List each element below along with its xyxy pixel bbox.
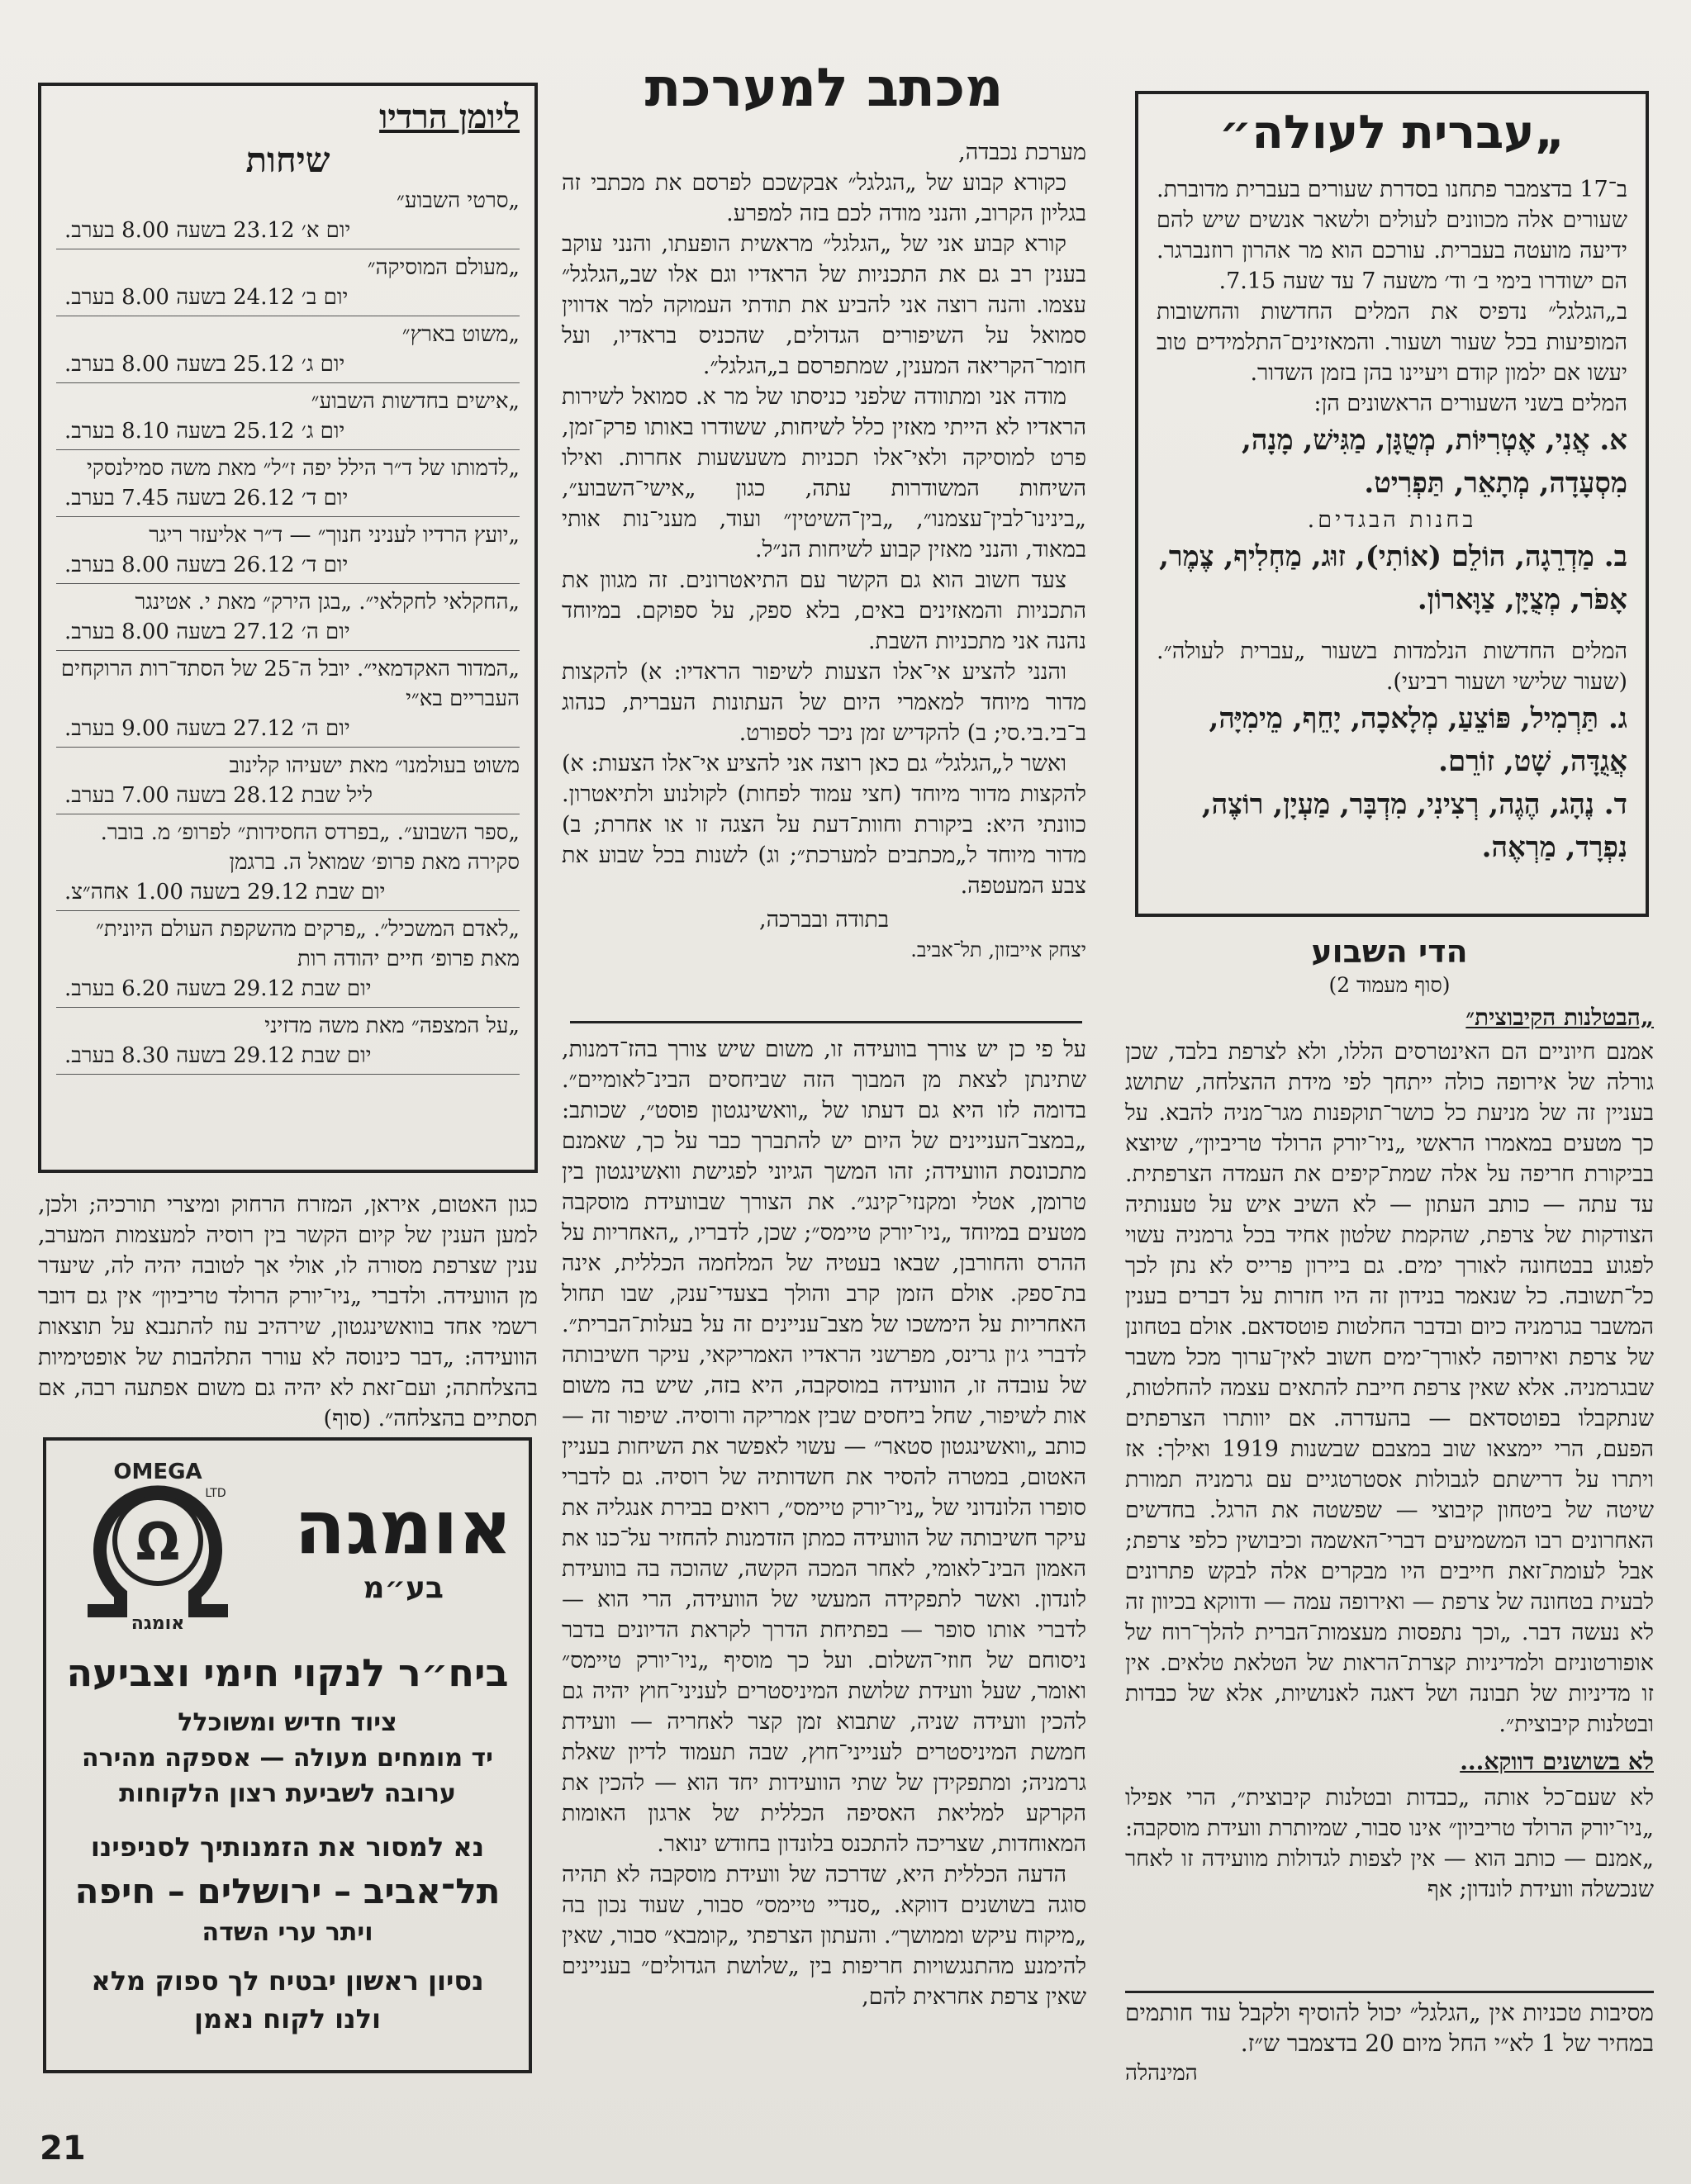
omega-line2: יד מומחים מעולה — אספקה מהירה [82,1744,493,1773]
radio-program-list [56,186,520,1075]
omega-name: אומגה [294,1484,512,1571]
radio-program-title: „המדור האקדמאי״. יובל ה־25 של הסתד־רות הרוקחים העבריים בא״י [60,657,520,711]
subscription-note [1125,1997,1654,2089]
subscription-text: מסיבות טכניות אין „הגלגל״ יכול להוסיף ולקבל עוד חותמים במחיר של 1 לא״י החל מיום 20 בדצמבר ש״ז. [1125,1999,1654,2057]
page-number: 21 [40,2129,86,2167]
radio-subtitle: שיחות [245,140,330,180]
radio-program-title: „החקלאי לחקלאי״. „בגן הירק״ מאת י. אטינגר [135,590,520,615]
radio-program-title: „לדמותו של ד״ר הילל יפה ז״ל״ מאת משה סמילנסקי [86,456,520,481]
omega-line4: נא למסור את הזמנותיך לסניפינו [90,1831,485,1863]
middle-divider [570,1021,1082,1023]
vocab-list-g: ג. תַּרְמִיל, פּוֹצֵעַ, מְלָאכָה, יָחֵף, מֵימִיָּה, אֲגֻדָּה, שָׁט, זוֹרֵם. [1209,702,1627,778]
omega-line1: ציוד חדיש ומשוכלל [178,1708,397,1737]
omega-logo-hebrew: אומגה [131,1613,185,1634]
radio-program-item [56,186,520,249]
svg-text:Ω: Ω [135,1512,180,1572]
radio-program-item [56,453,520,517]
radio-program-item [56,253,520,316]
radio-program-title: „סרטי השבוע״ [397,188,520,213]
left-column-tail [38,1189,538,1434]
hebrew-intro: ב־17 בדצמבר פתחנו בסדרת שעורים בעברית מדוברת. שעורים אלה מכוונים לעולים ולשאר אנשים שיש להם ידיעה מועטה בעברית. עורכם הוא מר אהרון רוזנברגר. הם ישודרו בימי ב׳ וד׳ משעה 7 עד שעה 7.15. [1157,177,1627,294]
letter-salutation: מערכת נכבדה, [958,140,1086,165]
vocab-list-d: ד. נֶהָג, הֶגֶה, רְצִינִי, מִדְבָּר, מַעְיָן, רוֹצֶה, נִפְרָד, מַרְאֶה. [1201,788,1627,864]
letter-column [562,58,1086,966]
omega-suffix: בע״מ [363,1571,444,1605]
letter-body [562,168,1086,901]
echo-section2-head: לא בשושנים דווקא... [1460,1748,1654,1775]
radio-separator [56,449,520,450]
radio-separator [56,1007,520,1008]
omega-logo-text: OMEGA [113,1460,202,1484]
radio-diary-box [38,83,538,1173]
vocab-list-b: ב. מַדְרֵגָה, הוֹלֵם (אוֹתִי), זוּג, מַחְלִיף, צֶמֶר, אָפֹר, מְצֻיָּן, צַוָּארוֹן. [1159,540,1627,616]
omega-tagline: ביח״ר לנקוי חימי וצביעה [66,1650,509,1695]
hebrew-next-note: המלים החדשות הנלמדות בשעור „עברית לעולה״. (שעור שלישי ושעור רביעי). [1157,639,1627,695]
letter-paragraph: כקורא קבוע של „הגלגל״ אבקשכם לפרסם את מכתבי זה בגליון הקרוב, והנני מודה לכם בזה למפרע. [562,170,1086,226]
radio-program-item [56,818,520,911]
radio-program-time: יום ה׳ 27.12 בשעה 8.00 בערב. [64,620,350,644]
letter-paragraph: ואשר ל„הגלגל״ גם כאן רוצה אני להציע אי־אלו הצעות: א) להקצות מדור מיוחד (חצי עמוד לפחות) לקולנוע ולתיאטרון. כוונתי היא: ביקורת וחוות־דעת על הצגה זו או אחרת; ב) מדור מיוחד ל„מכתבים למערכת״; וג) לשנות בכל שבוע את צבע המעטפה. [562,751,1086,899]
subscription-divider [1125,1991,1654,1993]
radio-separator [56,1074,520,1075]
radio-title: ליומן הרדיו [379,97,520,136]
radio-program-time: יום ב׳ 24.12 בשעה 8.00 בערב. [64,285,349,310]
radio-program-title: „לאדם המשכיל״. „פרקים מהשקפת העולם היונית״ מאת פרופ׳ חיים יהודה רות [95,917,520,971]
radio-program-title: „מעולם המוסיקה״ [367,255,520,280]
echo-column [1125,933,1654,1905]
radio-separator [56,583,520,584]
middle-news-text2: הדעה הכללית היא, שדרכה של וועידת מוסקבה לא תהיה סוגה בשושנים דווקא. „סנדיי טיימס״ סבור, שעוד נכון בה „מיקוח עיקש וממושך״. והעתון הצרפתי „קומבא״ סבור, שאין להימנע מהתנגשויות חריפות בין „שלושת הגדולים״ בעניינים שאין צרפת אחראית להם, [562,1862,1086,2010]
radio-program-title: „על המצפה״ מאת משה מדזיני [264,1014,520,1038]
radio-separator [56,382,520,383]
omega-cities: תל־אביב – ירושלים – חיפה [74,1871,501,1911]
radio-program-title: „משוט בארץ״ [401,322,520,347]
radio-separator [56,910,520,911]
radio-program-item [56,520,520,584]
radio-separator [56,650,520,651]
radio-program-time: יום שבת 29.12 בשעה 6.20 בערב. [64,976,372,1001]
radio-program-item [56,587,520,651]
echo-section2-text: לא שעם־כל אותה „כבדות ובטלנות קיבוצית״, הרי אפילו „ניו־יורק הרולד טריביון״ אינו סבור, שמיותרת וועידת מוסקבה: „אמנם — כותב הוא — אין לצפות לגדולות מוועידה זו לאחר שנכשלה וועידת לונדון; אף [1125,1785,1654,1902]
hebrew-first-lessons: המלים בשני השעורים הראשונים הן: [1313,391,1627,416]
hebrew-box-title: „עברית לעולה״ [1218,106,1565,159]
radio-program-time: יום א׳ 23.12 בשעה 8.00 בערב. [64,218,351,243]
radio-program-item [56,387,520,450]
radio-program-item [56,1011,520,1075]
echo-title: הדי השבוע [1311,933,1468,970]
radio-program-time: יום ד׳ 26.12 בשעה 8.00 בערב. [64,553,349,577]
omega-line6: נסיון ראשון יבטיח לך ספוק מלא [91,1965,484,1996]
letter-paragraph: מודה אני ומתוודה שלפני כניסתו של מר א. סמואל לשירות הראדיו לא הייתי מאזין כלל לשיחות, ששודרו באותו פרק־זמן, פרט למוסיקה ולאי־אלו תכניות משעשעות אחרות. ואילו השיחות המשודרות עתה, כגון „אישי־השבוע״, „בינינו־לבין־עצמנו״, „בין־השיטין״ ועוד, מעני־נות אותי במאוד, והנני מאזין קבוע לשיחות הנ״ל. [562,384,1086,563]
hebrew-lessons-box [1135,91,1649,917]
omega-logo-icon [63,1454,253,1636]
omega-logo-ltd: LTD [205,1487,226,1500]
echo-subtitle: (סוף מעמוד 2) [1328,973,1451,997]
middle-news-text: על פי כן יש צורך בוועידה זו, משום שיש צורך בהז־דמנות, שתינתן לצאת מן המבוך הזה שביחסים הבינ־לאומיים״. בדומה לזו היא גם דעתו של „וואשינגטון פוסט״, שכותב: „במצב־העניינים של היום יש להתברך כבר על כך, שאמנם מתכונסת הוועידה; זהו המשך הגיוני לפגישת וואשינגטון בין טרומן, אטלי ומקנזי־קינג״. את הצורך שבוועידת מוסקבה מטעים במיוחד „ניו־יורק טיימס״; שכן, לדבריו, „האחריות על ההרס והחורבן, שבאו בעטיה של המלחמה הכללית, אינה בת־ספק. אולם הזמן קרב והולך בצעדי־ענק, שבו תחול האחריות על הימשכו של מצב־עניינים זה על בעלות־הברית״. לדברי ג׳ון גרינס, מפרשני הראדיו האמריקאי, עיקר חשיבותה של עובדה זו, הוועידה במוסקבה, היא בזה, שיש בה משום אות לשיפור, שחל ביחסים שבין אמריקה ורוסיה. שיפור זה — כותב „וואשינגטון סטאר״ — עשוי לאפשר את השיחות בעניין האטום, במטרה להסיר את חשדותיה של רוסיה. גם לדברי סופרו הלונדוני של „ניו־יורק טיימס״, רואים בבירת אנגליה את עיקר חשיבותה של הוועידה כמתן הזדמנות להחזיר על־כנו את האמון הבינ־לאומי, לאחר המכה הקשה, שהוכה בה בוועידת לונדון. ואשר לתפקידה המעשי של הוועידה, הרי הוא — לדברי אותו סופר — בפתיחת הדרך לקראת הדיונים בדבר ניסוחם של חוזי־השלום. ועל כך מוסיף „ניו־יורק טיימס״ ואומר, שעל וועידת שלושת המיניסטרים לעניני־חוץ יהיה גם להכין וועידה שניה, שתבוא זמן קצר לאחריה — וועידת חמשת המיניסטרים לענייני־חוץ, שבה תעמוד לדיון שאלת גרמניה; ומתפקידן של שתי הוועידות יחד הוא — להכין את הקרקע למליאת האסיפה הכללית של ארגון האומות המאוחדות, שצריכה להתכנס בלונדון בחודש ינואר. [562,1037,1086,1857]
omega-line3: ערובה לשביעת רצון הלקוחות [119,1779,456,1808]
letter-signature: יצחק אייבזון, תל־אביב. [910,938,1086,961]
radio-program-title: משוט בעולמנו״ מאת ישעיהו קלינוב [229,753,520,778]
hebrew-note: ב„הגלגל״ נדפיס את המלים החדשות והחשובות המופיעות בכל שעור ושעור. והמאזינים־התלמידים טוב יעשו אם ילמון קודם ויעיינו בהן בזמן השדור. [1157,299,1627,386]
radio-program-time: יום ה׳ 27.12 בשעה 9.00 בערב. [64,716,350,741]
letter-paragraph: והנני להציע אי־אלו הצעות לשיפור הראדיו: א) להקצות מדור מיוחד למאמרי היום של העתונות העברית, כנהוג ב־בי.בי.סי; ב) להקדיש זמן ניכר לספורט. [562,659,1086,746]
omega-line7: ולנו לקוח נאמן [194,2003,381,2034]
omega-ad [43,1437,532,2073]
letter-title: מכתב למערכת [644,58,1004,119]
left-tail-text: כגון האטום, איראן, המזרח הרחוק ומיצרי תורכיה; ולכן, למען הענין של קיום הקשר בין רוסיה למעצמות המערב, ענין שצרפת מסורה לו, אולי אך לטובה יהיה לה, שיעדר מן הוועידה. ולדברי „ניו־יורק הרולד טריביון״ אין גם דובר רשמי אחד בוואשינגטון, שירהיב עוז להתנבא על תוצאות הוועידה: „דבר כינוסה לא עורר התלהבות של אופטימיות בהצלחתה; ועם־זאת לא יהיה גם משום אפתעה רבה, אם תסתיים בהצלחה״. (סוף) [38,1192,538,1431]
radio-program-item [56,751,520,814]
radio-program-item [56,320,520,383]
echo-section1-text: אמנם חיוניים הם האינטרסים הללו, ולא לצרפת בלבד, שכן גורלה של אירופה כולה ייתחך לפי מידת ההצלחה, שתושג בעניין זה של מניעת כל כושר־תוקפנות מגר־מניה להבא. על כך מטעים במאמרו הראשי „ניו־יורק הרולד טריביון״, שיוצא בביקורת חריפה על אלה שמת־קיפים את העמדה הצרפתית. עד עתה — כותב העתון — לא השיב איש על טענותיה הצודקות של צרפת, שהקמת שלטון אחיד בכל גרמניה עשוי לפגוע בבטחונה לאורך ימים. גם ביירון פרייס לא נתן לכך כל־תשובה. כל שנאמר בנידון זה היו חזרות על דברים בענין המשבר בגרמניה כיום ובדבר החלטות פוטסדאם. אולם בטחונן של צרפת ואירופה לאורך־ימים חשוב לאין־ערוך מכל משבר שבגרמניה. אלא שאין צרפת חייבת להתאים עצמה להחלטות, שנתקבלו בפוטסדאם — בהעדרה. אם יוותרו הצרפתים הפעם, הרי יימצאו שוב במצבם שבשנות 1919 ואילך: אז ויתרו על דרישתם לגבולות אסטרטגיים עם גרמניה תמורת שיטה של ביטחון קיבוצי — שפשטה את הרגל. בחדשים האחרונים רבו המשמיעים דברי־האשמה וכיבושין כלפי צרפת; אבל לעומת־זאת חייבים היו מבקרים אלה לבקש פתרונים לבעית בטחונה של צרפת — ואירופה עמה — ודווקא בכיוון זה לא נעשה דבר. „וכך נתפסות מעצמות־הברית להלך־רוח של אופורטוניזם ולמדיניות קצרת־הראות של הטלאת טלאים. אין זו מדיניות של תבונה ושל דאגה לאנושיות, אלא של כבדות ובטלנות קיבוצית״. [1125,1039,1654,1737]
radio-program-time: יום ג׳ 25.12 בשעה 8.00 בערב. [64,352,345,377]
radio-separator [56,747,520,748]
radio-program-time: יום שבת 29.12 בשעה 8.30 בערב. [64,1043,372,1068]
radio-separator [56,516,520,517]
middle-news-column [562,1034,1086,2012]
omega-line5: ויתר ערי השדה [202,1918,373,1947]
radio-program-item [56,654,520,748]
letter-paragraph: צעד חשוב הוא גם הקשר עם התיאטרונים. זה מגוון את התכניות והמאזינים באים, בלא ספק, על ספוקם. במיוחד נהנה אני מתכניות השבת. [562,567,1086,654]
radio-program-title: „אישים בחדשות השבוע״ [311,389,520,414]
echo-section1-head: „הבטלנות הקיבוצית״ [1465,1004,1654,1031]
subscription-signature: המינהלה [1125,2061,1198,2086]
vocab-list-a: א. אֲנִי, אֶטְרִיּוֹת, מְטֻגָּן, מַגִּישׁ, מָנָה, מִסְעָדָה, מְתָאֵר, תַּפְרִיט. [1242,424,1627,500]
vocab-shops-head: בחנות הבגדים. [1307,507,1477,533]
radio-program-time: יום ג׳ 25.12 בשעה 8.10 בערב. [64,419,345,444]
radio-program-time: יום ד׳ 26.12 בשעה 7.45 בערב. [64,486,349,510]
letter-paragraph: קורא קבוע אני של „הגלגל״ מראשית הופעתו, והנני עוקב בענין רב גם את התכניות של הראדיו וגם אלו שב„הגלגל״ עצמו. והנה רוצה אני להביע את תודתי העמוקה למר אדווין סמואל על השיפורים הגדולים, שהכניס בראדיו, ועל חומר־הקריאה המענין, שמתפרסם ב„הגלגל״. [562,231,1086,379]
radio-program-title: „יועץ הרדיו לעניני חנוך״ — ד״ר אליעזר ריגר [149,523,520,548]
radio-program-title: „ספר השבוע״. „בפרדס החסידות״ לפרופ׳ מ. בובר. סקירה מאת פרופ׳ שמואל ה. ברגמן [100,820,520,875]
radio-program-time: ליל שבת 28.12 בשעה 7.00 בערב. [64,783,373,808]
radio-program-item [56,914,520,1008]
letter-closing: בתודה ובברכה, [759,907,889,933]
radio-program-time: יום שבת 29.12 בשעה 1.00 אחה״צ. [64,880,386,904]
